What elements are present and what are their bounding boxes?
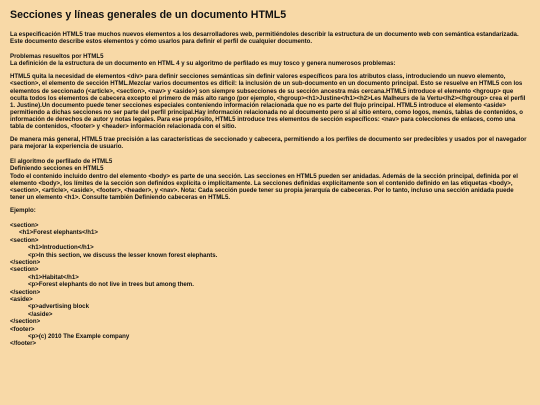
algorithm-heading: El algoritmo de perfilado de HTML5 bbox=[10, 158, 113, 166]
code-line: <h1>Habitat</h1> bbox=[28, 273, 79, 281]
code-line: </section> bbox=[10, 318, 41, 326]
code-line: <footer> bbox=[10, 325, 35, 333]
code-example bbox=[10, 222, 530, 348]
intro-paragraph: La especificación HTML5 trae muchos nuevos elementos a los desarrolladores web, permitiéndoles describir la estructura de un documento web con semántica estandarizada. Este documento describe estos elementos y cómo usarlos para definir el perfil de cualquier documento. bbox=[10, 31, 519, 46]
main-paragraph: HTML5 quita la necesidad de elementos <div> para definir secciones semánticas sin definir valores específicos para los atributos class, introduciendo un nuevo elemento, <section>, el elemento de sección HTML.Mezclar varios documentos es difícil: la inclusión de un sub-documento en un documento principal. Esto se resuelve en HTML5 con los elementos de seccionado (<article>, <section>, <nav> y <aside>) son siempre subsecciones de su sección ancestra más cercana.HTML5 introduce el elemento <hgroup> que oculta todos los elementos de cabecera excepto el primero de más alto rango (por ejemplo, <hgroup><h1>Justine</h1><h2>Les Malheurs de la Vertu</h2></hgroup> crea el perfil 1. Justine).Un documento puede tener secciones especiales conteniendo información relacionada que no es parte del flujo principal. HTML5 introduce el elemento <aside> permitiendo a dichas secciones no ser parte del perfil principal.Hay información relacionada no al documento pero sí al sitio entero, como logos, menús, tablas de contenidos, o información de derechos de autor y notas legales. Para ese propósito, HTML5 introduce tres elementos de sección específicos: <nav> para colecciones de enlaces, como una tabla de contenidos, <footer> y <header> información relacionada con el sitio. bbox=[10, 73, 526, 131]
code-line: <section> bbox=[10, 236, 39, 244]
code-line: </section> bbox=[10, 259, 41, 266]
code-line: <p>(c) 2010 The Example company bbox=[28, 333, 130, 341]
algorithm-text: Todo el contenido incluido dentro del elemento <body> es parte de una sección. Las secciones en HTML5 pueden ser anidadas. Además de la sección principal, definida por el elemento <body>, los límites de la sección son definidos explícita o implícitamente. La secciones definidas explícitamente son el contenido definido en las etiquetas <body>, <section>, <article>, <aside>, <footer>, <header>, y <nav>. Nota: Cada sección puede tener su propia jerarquía de cabeceras. Por lo tanto, incluso una sección anidada puede tener un elemento <h1>. Consulte también Definiendo cabeceras en HTML5. bbox=[10, 172, 518, 201]
algorithm-section bbox=[10, 158, 530, 201]
code-line: </section> bbox=[10, 288, 41, 296]
general-paragraph: De manera más general, HTML5 trae precisión a las características de seccionado y cabecera, permitiendo a los perfiles de documento ser predecibles y usados por el navegador para mejorar la experiencia de usuario. bbox=[10, 136, 527, 151]
code-line: </aside> bbox=[28, 310, 53, 318]
code-line: <h1>Forest elephants</h1> bbox=[19, 229, 98, 237]
code-line: <p>In this section, we discuss the lesser known forest elephants. bbox=[28, 251, 218, 259]
code-line: <aside> bbox=[10, 296, 33, 304]
code-line: </footer> bbox=[10, 340, 37, 348]
code-line: <h1>Introduction</h1> bbox=[28, 244, 94, 252]
code-line: <p>advertising block bbox=[28, 303, 89, 311]
document-title: Secciones y líneas generales de un documento HTML5 bbox=[10, 9, 287, 21]
example-label: Ejemplo: bbox=[10, 206, 36, 214]
algorithm-subheading: Definiendo secciones en HTML5 bbox=[10, 165, 104, 173]
code-line: <section> bbox=[10, 221, 39, 229]
code-line: <section> bbox=[10, 266, 39, 274]
problems-heading: Problemas resueltos por HTML5 bbox=[10, 53, 104, 61]
code-line: <p>Forest elephants do not live in trees but among them. bbox=[28, 281, 194, 289]
problems-subheading: La definición de la estructura de un documento en HTML 4 y su algoritmo de perfilado es muy tosco y genera numerosos problemas: bbox=[10, 60, 396, 68]
problems-section bbox=[10, 53, 530, 67]
